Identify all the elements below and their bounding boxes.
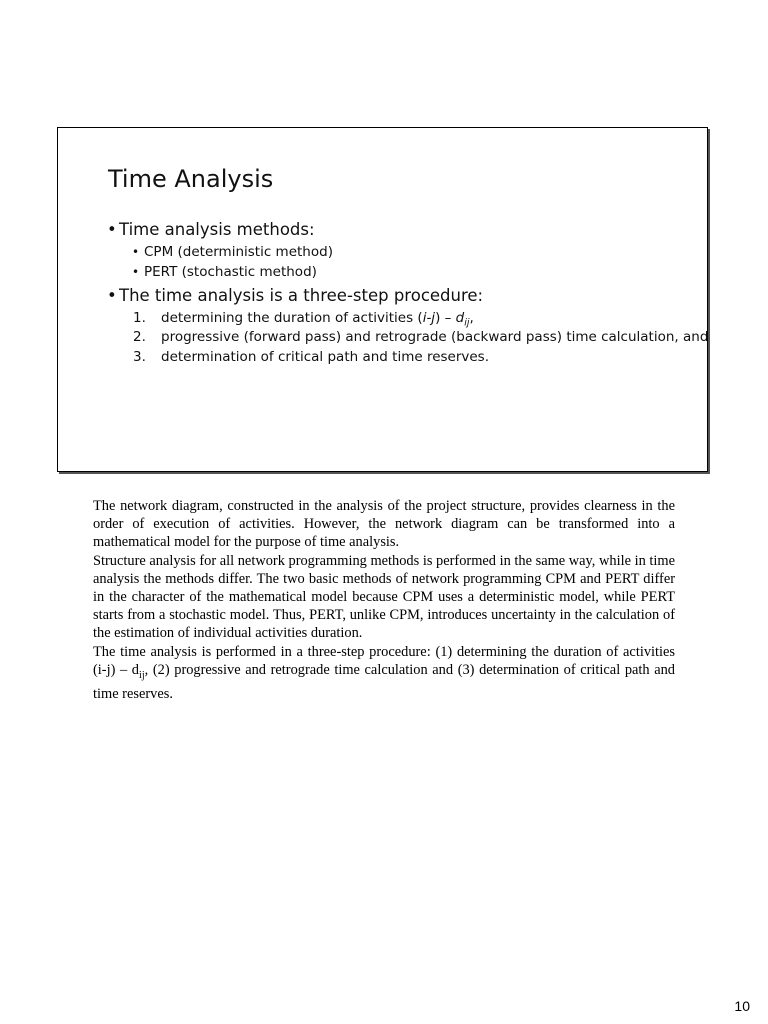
step-number: 3.: [133, 349, 146, 365]
body-text: [93, 497, 675, 703]
step-text: determination of critical path and time reserves.: [161, 349, 490, 365]
paragraph-3-prefix: The time analysis is performed in a three-step procedure: (1) determining the duration of activities (i-j) – d: [93, 643, 675, 678]
sub-bullet-text: PERT (stochastic method): [144, 264, 317, 280]
step-number: 1.: [133, 310, 146, 326]
step-2: [133, 329, 708, 345]
slide-frame: [57, 127, 708, 472]
step-text-mid: ) –: [435, 310, 456, 326]
step-text-prefix: determining the duration of activities (: [161, 310, 423, 326]
bullet-text: The time analysis is a three-step procedure:: [119, 286, 484, 305]
paragraph-1: The network diagram, constructed in the analysis of the project structure, provides clearness in the order of execution of activities. However, the network diagram can be transformed into a mathematical model for the purpose of time analysis.: [93, 498, 675, 551]
bullet-icon: •: [107, 220, 117, 239]
step-text-italic: i-j: [422, 310, 436, 326]
step-1: [133, 310, 474, 329]
bullet-time-analysis-methods: [107, 220, 315, 239]
step-text-sub: ij: [464, 317, 470, 329]
sub-bullet-text: CPM (deterministic method): [144, 244, 333, 260]
paragraph-3: [93, 643, 675, 703]
step-number: 2.: [133, 329, 146, 345]
bullet-icon: •: [132, 245, 140, 259]
paragraph-3-sub: ij: [139, 669, 145, 681]
step-text-suffix: ,: [469, 310, 474, 326]
bullet-text: Time analysis methods:: [119, 220, 315, 239]
sub-bullet-cpm: [132, 244, 333, 260]
bullet-icon: •: [132, 265, 140, 279]
step-text: progressive (forward pass) and retrograde (backward pass) time calculation, and: [161, 329, 709, 345]
step-3: [133, 349, 489, 365]
step-text-d: d: [455, 310, 465, 326]
slide-title: Time Analysis: [108, 165, 274, 193]
sub-bullet-pert: [132, 264, 317, 280]
page-number: 10: [734, 998, 750, 1014]
paragraph-2: Structure analysis for all network programming methods is performed in the same way, while in time analysis the methods differ. The two basic methods of network programming CPM and PERT differ in the character of the mathematical model because CPM uses a deterministic model, while PERT starts from a stochastic model. Thus, PERT, unlike CPM, introduces uncertainty in the calculation of the estimation of individual activities duration.: [93, 552, 675, 642]
paragraph-3-suffix: , (2) progressive and retrograde time calculation and (3) determination of critical path and time reserves.: [93, 661, 675, 702]
bullet-three-step-procedure: [107, 286, 483, 305]
bullet-icon: •: [107, 286, 117, 305]
